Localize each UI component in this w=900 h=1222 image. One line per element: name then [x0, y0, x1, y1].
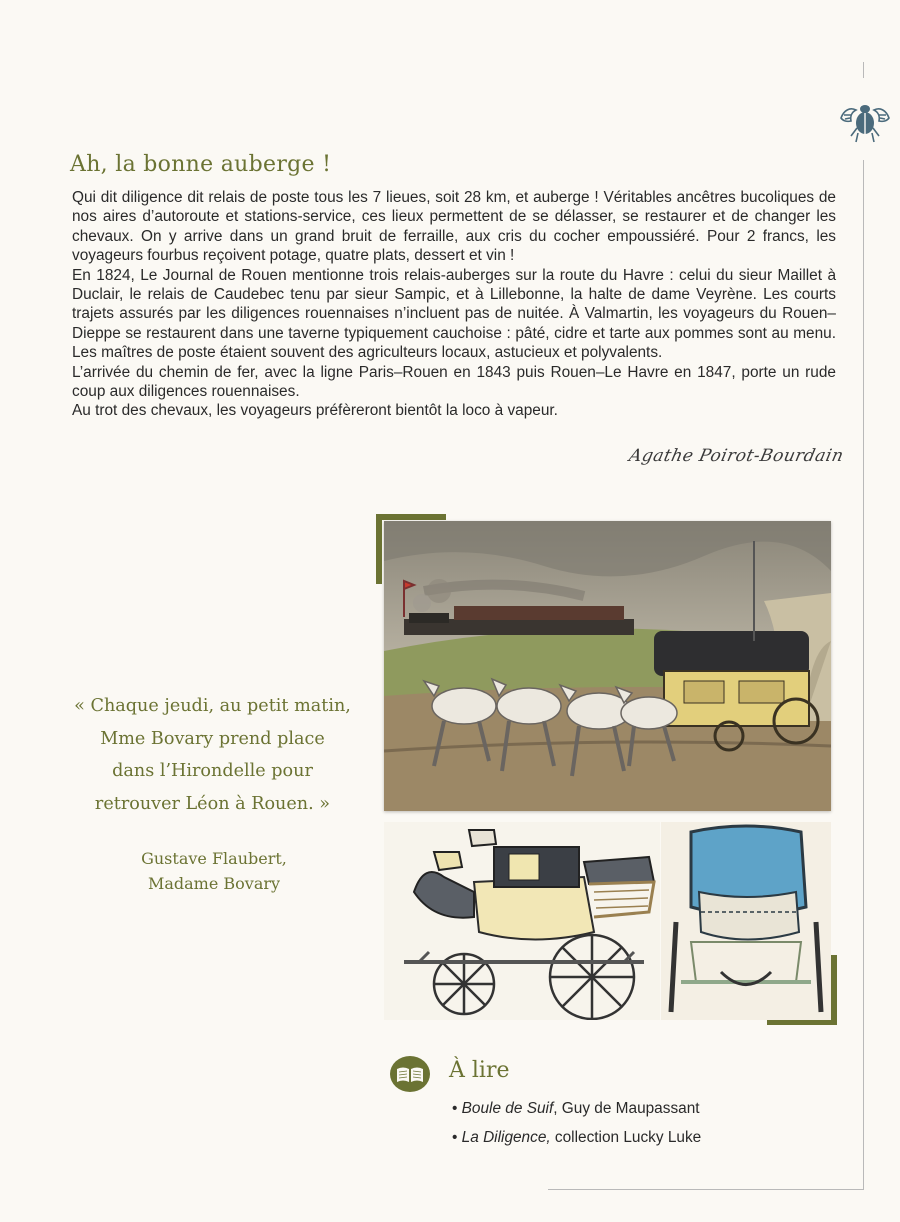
list-item: • La Diligence, collection Lucky Luke: [452, 1128, 702, 1146]
book-author: , Guy de Maupassant: [553, 1100, 700, 1117]
quote-line: « Chaque jeudi, au petit matin,: [74, 696, 351, 716]
reading-title: À lire: [449, 1058, 510, 1083]
author-name: Gustave Flaubert,: [141, 849, 287, 868]
open-book-icon: [389, 1055, 431, 1093]
pull-quote: [60, 690, 365, 820]
quote-author: [100, 846, 328, 896]
frame-line-bottom: [548, 1189, 864, 1190]
quote-line: Mme Bovary prend place: [100, 728, 325, 749]
article-title: Ah, la bonne auberge !: [70, 152, 332, 177]
diligence-drawing-side: [384, 822, 660, 1020]
book-title: La Diligence,: [461, 1128, 551, 1146]
frame-line-right: [863, 160, 864, 1190]
quote-line: dans l’Hirondelle pour: [112, 761, 313, 781]
scarab-icon: [838, 98, 892, 144]
list-item: • Boule de Suif, Guy de Maupassant: [452, 1100, 700, 1117]
paragraph: Qui dit diligence dit relais de poste tous les 7 lieues, soit 28 km, et auberge ! Véritables ancêtres bucoliques de nos aires d’autoroute et stations-service, ces lieux permettent de se délasser, se restaurer et de changer les chevaux. On y arrive dans un grand bruit de ferraille, aux cris du cocher empoussiéré. Pour 2 francs, les voyageurs fourbus reçoivent potage, quatre plats, dessert et vin !: [72, 189, 836, 265]
stagecoach-painting: [384, 521, 831, 811]
book-title: Madame Bovary: [147, 874, 281, 893]
paragraph: Au trot des chevaux, les voyageurs préfèreront bientôt la loco à vapeur.: [72, 402, 558, 420]
book-title: Boule de Suif: [461, 1100, 554, 1117]
frame-line-top: [863, 62, 864, 78]
paragraph: En 1824, Le Journal de Rouen mentionne trois relais-auberges sur la route du Havre : celui du sieur Maillet à Duclair, le relais de Caudebec tenu par sieur Sampic, et à Lillebonne, la halte de dame Veyrène. Les courts trajets assurés par les diligences rouennaises n’incluent pas de nuitée. À Valmartin, les voyageurs du Rouen–Dieppe se restaurent dans une taverne typiquement cauchoise : pâté, cidre et tarte aux pommes sont au menu. Les maîtres de poste étaient souvent des agriculteurs locaux, astucieux et polyvalents.: [72, 266, 836, 362]
article-body: [72, 188, 836, 421]
reading-list: [452, 1095, 701, 1152]
quote-line: retrouver Léon à Rouen. »: [94, 793, 331, 814]
paragraph: L’arrivée du chemin de fer, avec la ligne Paris–Rouen en 1843 puis Rouen–Le Havre en 1847, porte un rude coup aux diligences rouennaises.: [72, 363, 836, 401]
diligence-drawing-rear: [661, 822, 831, 1020]
book-author: collection Lucky Luke: [550, 1128, 702, 1146]
author-signature: Agathe Poirot-Bourdain: [627, 446, 846, 466]
